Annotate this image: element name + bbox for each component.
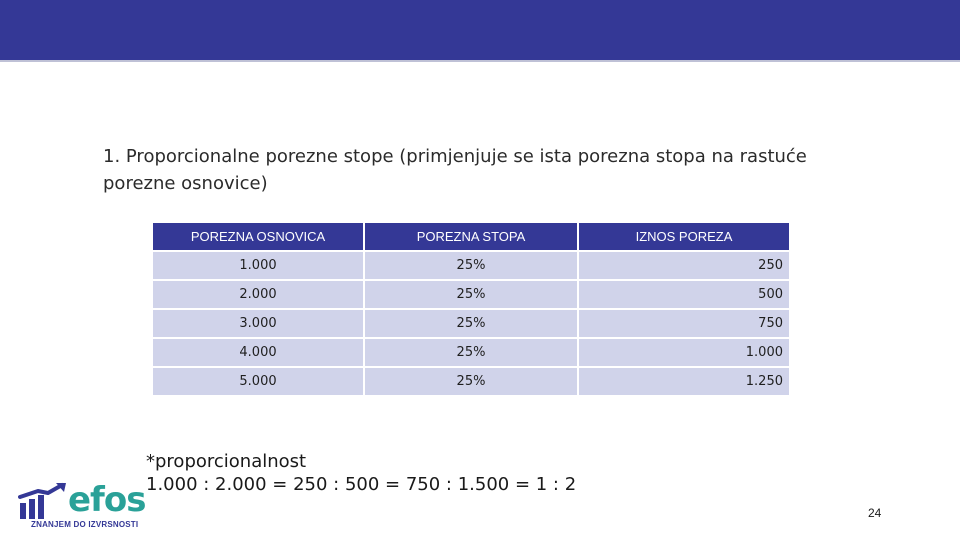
column-header-tax-base: POREZNA OSNOVICA — [153, 223, 363, 250]
tax-base-cell: 1.000 — [153, 252, 363, 279]
proportionality-note — [146, 450, 576, 496]
table-row — [153, 281, 789, 308]
tax-base-cell: 2.000 — [153, 281, 363, 308]
table-row — [153, 310, 789, 337]
tax-rate-cell: 25% — [365, 252, 577, 279]
note-equation: 1.000 : 2.000 = 250 : 500 = 750 : 1.500 = 1 : 2 — [146, 474, 577, 495]
tax-rate-cell: 25% — [365, 281, 577, 308]
table-row — [153, 252, 789, 279]
tax-amount-cell: 250 — [579, 252, 789, 279]
efos-logo — [18, 481, 148, 531]
slide-heading: 1. Proporcionalne porezne stope (primjenjuje se ista porezna stopa na rastuće porezne osnovice) — [103, 146, 807, 194]
table-row — [153, 368, 789, 395]
header-divider — [0, 60, 960, 62]
column-header-tax-rate: POREZNA STOPA — [365, 223, 577, 250]
tax-amount-cell: 1.250 — [579, 368, 789, 395]
table-row — [153, 339, 789, 366]
logo-tagline: ZNANJEM DO IZVRSNOSTI — [31, 520, 139, 529]
tax-amount-cell: 500 — [579, 281, 789, 308]
header-bar — [0, 0, 960, 60]
column-header-tax-amount: IZNOS POREZA — [579, 223, 789, 250]
tax-base-cell: 3.000 — [153, 310, 363, 337]
tax-rate-cell: 25% — [365, 310, 577, 337]
tax-amount-cell: 750 — [579, 310, 789, 337]
bar-chart-arrow-icon — [18, 481, 70, 521]
tax-table — [151, 221, 791, 397]
tax-rate-cell: 25% — [365, 368, 577, 395]
tax-amount-cell: 1.000 — [579, 339, 789, 366]
tax-rate-cell: 25% — [365, 339, 577, 366]
note-title: *proporcionalnost — [146, 451, 307, 472]
tax-base-cell: 5.000 — [153, 368, 363, 395]
page-number: 24 — [868, 506, 882, 520]
table-header-row — [153, 223, 789, 250]
logo-wordmark: efos — [68, 480, 146, 520]
tax-base-cell: 4.000 — [153, 339, 363, 366]
